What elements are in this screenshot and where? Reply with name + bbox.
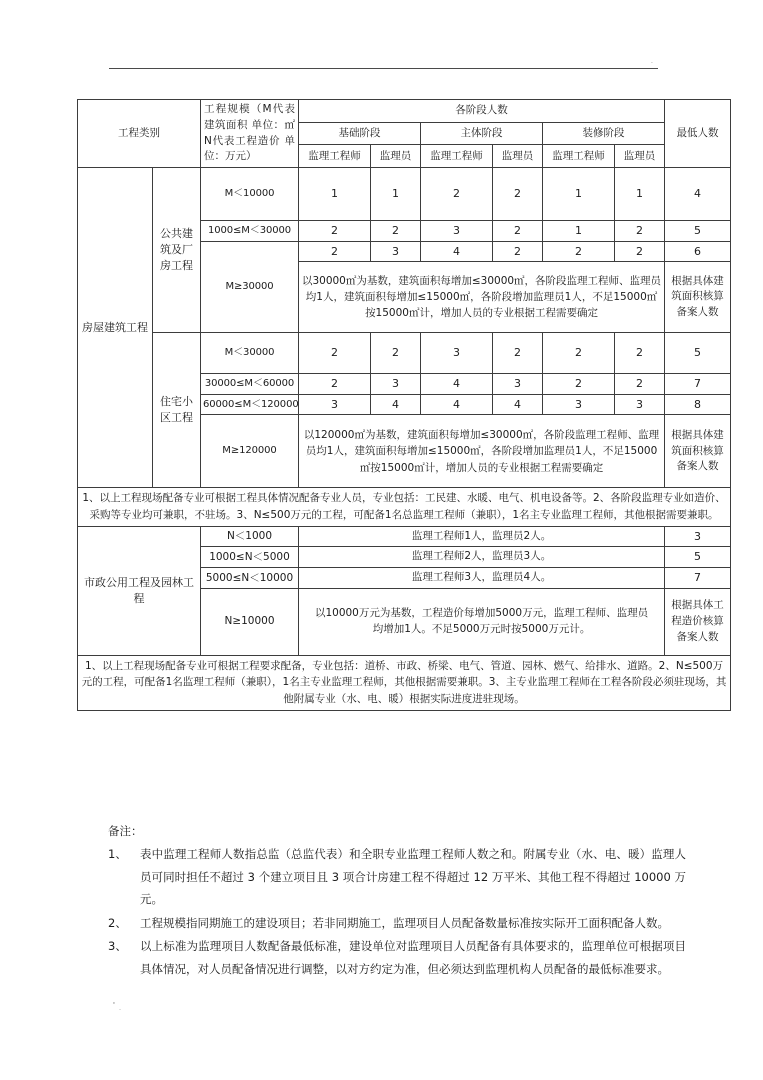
cell-resi-3-2: 4 [421,394,493,415]
group-label-municipal: 市政公用工程及园林工程 [78,526,201,655]
cell-public-2-1: 2 [371,221,421,242]
cell-muni-1-min: 3 [665,526,731,547]
cell-public-3-min: 6 [665,241,731,262]
scale-resi-2: 30000≤M＜60000 [201,374,299,395]
header-role-4: 监理工程师 [543,145,615,168]
cell-public-2-3: 2 [493,221,543,242]
cell-resi-2-0: 2 [299,374,371,395]
cell-public-1-3: 2 [493,168,543,221]
cell-public-1-0: 1 [299,168,371,221]
header-role-0: 监理工程师 [299,145,371,168]
remark-index-3: 3、 [108,939,127,954]
cell-resi-2-min: 7 [665,374,731,395]
header-role-2: 监理工程师 [421,145,493,168]
cell-muni-3-min: 7 [665,568,731,589]
table-header-row-1 [78,100,731,123]
remark-item-1 [108,843,686,910]
remark-text-1: 表中监理工程师人数指总监（总监代表）和全职专业监理工程师人数之和。附属专业（水、电、暖）监理人员可同时担任不超过 3 个建立项目且 3 项合计房建工程不得超过 12 万平米、其他工程不得超过 10000 万元。 [140,847,686,907]
header-scale: 工程规模（M代表建筑面积 单位：㎡ N代表工程造价 单位：万元） [201,100,299,168]
header-rule [109,68,658,69]
cell-muni-4-min: 根据具体工程造价核算备案人数 [665,588,731,655]
rule-muni-1: 监理工程师1人，监理员2人。 [299,526,665,547]
header-role-1: 监理员 [371,145,421,168]
scale-resi-4: M≥120000 [201,415,299,488]
table-row [78,333,731,374]
cell-resi-1-min: 5 [665,333,731,374]
cell-public-3-5: 2 [615,241,665,262]
cell-public-2-4: 1 [543,221,615,242]
scale-public-2: 1000≤M＜30000 [201,221,299,242]
cell-resi-2-2: 4 [421,374,493,395]
remarks-title: 备注： [108,824,143,838]
table-row [78,168,731,221]
cell-resi-3-1: 4 [371,394,421,415]
scale-muni-1: N＜1000 [201,526,299,547]
footer-mark: ' [113,1001,115,1009]
cell-public-1-5: 1 [615,168,665,221]
remarks-section [108,820,686,980]
header-stage-decoration: 装修阶段 [543,122,665,145]
cell-public-1-1: 1 [371,168,421,221]
remark-item-2 [108,912,686,934]
scale-muni-4: N≥10000 [201,588,299,655]
header-role-5: 监理员 [615,145,665,168]
cell-public-2-5: 2 [615,221,665,242]
cell-public-3-2: 4 [421,241,493,262]
remark-index-2: 2、 [108,915,127,930]
table-row [78,488,731,526]
cell-public-3-4: 2 [543,241,615,262]
cell-resi-3-4: 3 [543,394,615,415]
cell-resi-1-4: 2 [543,333,615,374]
cell-resi-3-3: 4 [493,394,543,415]
scale-public-3: M≥30000 [201,241,299,333]
note-building-engineering: 1、以上工程现场配备专业可根据工程具体情况配备专业人员，专业包括：工民建、水暖、电气、机电设备等。2、各阶段监理专业如造价、采购等专业均可兼职，不驻场。3、N≤500万元的工程，可配备1名总监理工程师（兼职），1名主专业监理工程师，其他根据需要兼职。 [78,488,731,526]
cell-public-1-2: 2 [421,168,493,221]
table-row [78,655,731,710]
header-min-count: 最低人数 [665,100,731,168]
staffing-standard-table [77,99,727,711]
main-table [77,99,731,711]
cell-public-3-3: 2 [493,241,543,262]
header-stage-structure: 主体阶段 [421,122,543,145]
cell-resi-3-5: 3 [615,394,665,415]
cell-resi-1-5: 2 [615,333,665,374]
cell-public-3-1: 3 [371,241,421,262]
cell-resi-1-2: 3 [421,333,493,374]
rule-muni-2: 监理工程师2人，监理员3人。 [299,547,665,568]
cell-public-2-0: 2 [299,221,371,242]
remark-item-3 [108,935,686,980]
group-label-residential: 住宅小区工程 [153,333,201,488]
group-label-public: 公共建筑及厂房工程 [153,168,201,333]
scale-resi-3: 60000≤M＜120000 [201,394,299,415]
note-municipal-engineering: 1、以上工程现场配备专业可根据工程要求配备，专业包括：道桥、市政、桥梁、电气、管道、园林、燃气、给排水、道路。2、N≤500万元的工程，可配备1名监理工程师（兼职），1名主专业监理工程师，其他根据需要兼职。3、主专业监理工程师在工程各阶段必须驻现场，其他附属专业（水、电、暖）根据实际进度进驻现场。 [78,655,731,710]
cell-public-1-4: 1 [543,168,615,221]
cell-resi-3-min: 8 [665,394,731,415]
scale-resi-1: M＜30000 [201,333,299,374]
cell-public-3-0: 2 [299,241,371,262]
cell-resi-2-4: 2 [543,374,615,395]
scale-muni-2: 1000≤N＜5000 [201,547,299,568]
cell-muni-2-min: 5 [665,547,731,568]
rule-muni-4: 以10000万元为基数，工程造价每增加5000万元，监理工程师、监理员均增加1人。不足5000万元时按5000万元计。 [299,588,665,655]
cell-public-4-min: 根据具体建筑面积核算备案人数 [665,262,731,333]
cell-resi-1-1: 2 [371,333,421,374]
remark-text-3: 以上标准为监理项目人数配备最低标准，建设单位对监理项目人员配备有具体要求的，监理单位可根据项目具体情况，对人员配备情况进行调整，以对方约定为准，但必须达到监理机构人员配备的最低标准要求。 [140,939,686,976]
cell-resi-2-5: 2 [615,374,665,395]
cell-public-2-min: 5 [665,221,731,242]
cell-resi-4-min: 根据具体建筑面积核算备案人数 [665,415,731,488]
header-category: 工程类别 [78,100,201,168]
cell-resi-3-0: 3 [299,394,371,415]
cell-resi-2-1: 3 [371,374,421,395]
group-label-building: 房屋建筑工程 [78,168,153,488]
header-role-3: 监理员 [493,145,543,168]
rule-public-large: 以30000㎡为基数，建筑面积每增加≤30000㎡，各阶段监理工程师、监理员均1人，建筑面积每增加≤15000㎡，各阶段增加监理员1人，不足15000㎡按15000㎡计，增加人员的专业根据工程需要确定 [299,262,665,333]
header-stage-group: 各阶段人数 [299,100,665,123]
cell-public-1-min: 4 [665,168,731,221]
remark-index-1: 1、 [108,847,127,862]
header-rule-mark: · [651,60,653,67]
remark-text-2: 工程规模指同期施工的建设项目；若非同期施工，监理项目人员配备数量标准按实际开工面积配备人数。 [140,915,669,930]
table-row [78,526,731,547]
scale-public-1: M＜10000 [201,168,299,221]
cell-resi-2-3: 3 [493,374,543,395]
rule-muni-3: 监理工程师3人，监理员4人。 [299,568,665,589]
footer-mark-secondary: ¨ [119,1009,122,1015]
header-stage-foundation: 基础阶段 [299,122,421,145]
cell-resi-1-3: 2 [493,333,543,374]
scale-muni-3: 5000≤N＜10000 [201,568,299,589]
cell-public-2-2: 3 [421,221,493,242]
rule-residential-large: 以120000㎡为基数，建筑面积每增加≤30000㎡，各阶段监理工程师、监理员均1人，建筑面积每增加≤15000㎡，各阶段增加监理员1人，不足15000㎡按15000㎡计，增加人员的专业根据工程需要确定 [299,415,665,488]
cell-resi-1-0: 2 [299,333,371,374]
